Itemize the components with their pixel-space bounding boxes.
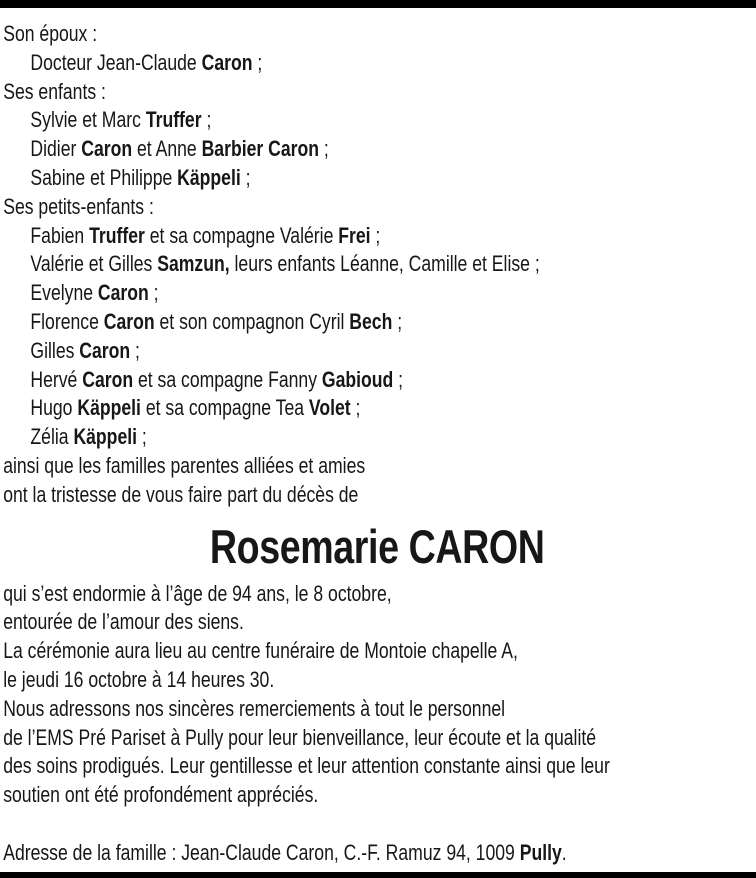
surname-bold-text: Käppeli [77, 395, 141, 421]
notice-text: ; [130, 337, 140, 363]
notice-text: Gilles [30, 337, 80, 363]
notice-text: Zélia [30, 424, 74, 450]
bottom-border-rule [0, 872, 756, 878]
notice-text: Didier [30, 136, 82, 162]
notice-text: de l’EMS Pré Pariset à Pully pour leur bienveillance, leur écoute et la qualité [3, 724, 597, 750]
family-section [3, 20, 751, 510]
notice-line [3, 164, 751, 193]
notice-line [3, 839, 751, 868]
notice-text: leurs enfants Léanne, Camille et Elise ; [229, 251, 540, 277]
notice-text: ; [370, 222, 381, 248]
surname-bold-text: Caron [82, 366, 134, 392]
notice-line [3, 337, 751, 366]
notice-text: entourée de l’amour des siens. [3, 609, 244, 635]
notice-text: ; [137, 424, 147, 450]
surname-bold-text: Caron [103, 308, 155, 334]
notice-text: Adresse de la famille : Jean-Claude Caron, C.-F. Ramuz 94, 1009 [3, 839, 520, 865]
notice-line [3, 250, 751, 279]
surname-bold-text: Volet [308, 395, 351, 421]
surname-bold-text: Samzun, [157, 251, 230, 277]
notice-line [3, 666, 751, 695]
notice-text: et sa compagne Valérie [144, 222, 339, 248]
surname-bold-text: Frei [338, 222, 371, 248]
notice-text: Evelyne [30, 280, 98, 306]
notice-line [3, 20, 751, 49]
notice-text: Hugo [30, 395, 78, 421]
notice-line [3, 135, 751, 164]
notice-text: Docteur Jean-Claude [30, 49, 202, 75]
surname-bold-text: Truffer [145, 107, 202, 133]
ceremony-section [3, 580, 751, 810]
top-border-rule [0, 0, 756, 8]
notice-line [3, 78, 751, 107]
notice-text: et sa compagne Tea [140, 395, 309, 421]
surname-bold-text: Bech [349, 308, 393, 334]
notice-line [3, 481, 751, 510]
notice-line [3, 781, 751, 810]
notice-text: ; [201, 107, 212, 133]
notice-text: Valérie et Gilles [30, 251, 158, 277]
notice-line [3, 394, 751, 423]
deceased-name: Rosemarie CARON [209, 519, 545, 573]
notice-text: La cérémonie aura lieu au centre funéraire de Montoie chapelle A, [3, 638, 518, 664]
notice-text: ainsi que les familles parentes alliées et amies [3, 452, 366, 478]
surname-bold-text: Barbier Caron [201, 136, 319, 162]
notice-line [3, 637, 751, 666]
notice-line [3, 279, 751, 308]
surname-bold-text: Käppeli [73, 424, 138, 450]
notice-line [3, 724, 751, 753]
surname-bold-text: Truffer [89, 222, 145, 248]
surname-bold-text: Pully [519, 839, 562, 865]
surname-bold-text: Caron [79, 337, 131, 363]
notice-line [3, 580, 751, 609]
notice-text: Ses petits-enfants : [3, 193, 154, 219]
surname-bold-text: Caron [97, 280, 149, 306]
notice-line [3, 452, 751, 481]
surname-bold-text: Käppeli [177, 164, 241, 190]
surname-bold-text: Caron [201, 49, 253, 75]
notice-text: le jeudi 16 octobre à 14 heures 30. [3, 666, 275, 692]
notice-text: ; [318, 136, 329, 162]
notice-text: Nous adressons nos sincères remerciements à tout le personnel [3, 695, 506, 721]
notice-text: Ses enfants : [3, 78, 106, 104]
surname-bold-text: Caron [81, 136, 133, 162]
address-section [3, 839, 751, 868]
notice-text: ; [350, 395, 361, 421]
notice-content [0, 8, 756, 868]
notice-text: ; [240, 164, 251, 190]
notice-text: Hervé [30, 366, 83, 392]
notice-text: ; [393, 366, 404, 392]
notice-line [3, 423, 751, 452]
notice-text: Son époux : [3, 21, 98, 46]
notice-text: ; [148, 280, 159, 306]
notice-line [3, 695, 751, 724]
notice-text: et Anne [132, 136, 202, 162]
notice-line [3, 106, 751, 135]
notice-text: Fabien [30, 222, 90, 248]
notice-line [3, 366, 751, 395]
notice-text: ; [392, 308, 403, 334]
notice-line [3, 608, 751, 637]
surname-bold-text: Gabioud [321, 366, 394, 392]
notice-text: Sylvie et Marc [30, 107, 146, 133]
notice-text: . [561, 839, 567, 865]
notice-text: des soins prodigués. Leur gentillesse et leur attention constante ainsi que leur [3, 753, 610, 779]
notice-text: Sabine et Philippe [30, 164, 178, 190]
notice-line [3, 49, 751, 78]
notice-text: Florence [30, 308, 104, 334]
notice-text: soutien ont été profondément appréciés. [3, 782, 319, 808]
notice-line [3, 308, 751, 337]
notice-text: et sa compagne Fanny [133, 366, 322, 392]
notice-text: ; [252, 49, 263, 75]
notice-line [3, 752, 751, 781]
notice-text: et son compagnon Cyril [154, 308, 350, 334]
notice-text: ont la tristesse de vous faire part du décès de [3, 481, 359, 507]
notice-line [3, 222, 751, 251]
notice-text: qui s’est endormie à l’âge de 94 ans, le 8 octobre, [3, 580, 392, 606]
notice-body [0, 8, 756, 868]
notice-line [3, 193, 751, 222]
